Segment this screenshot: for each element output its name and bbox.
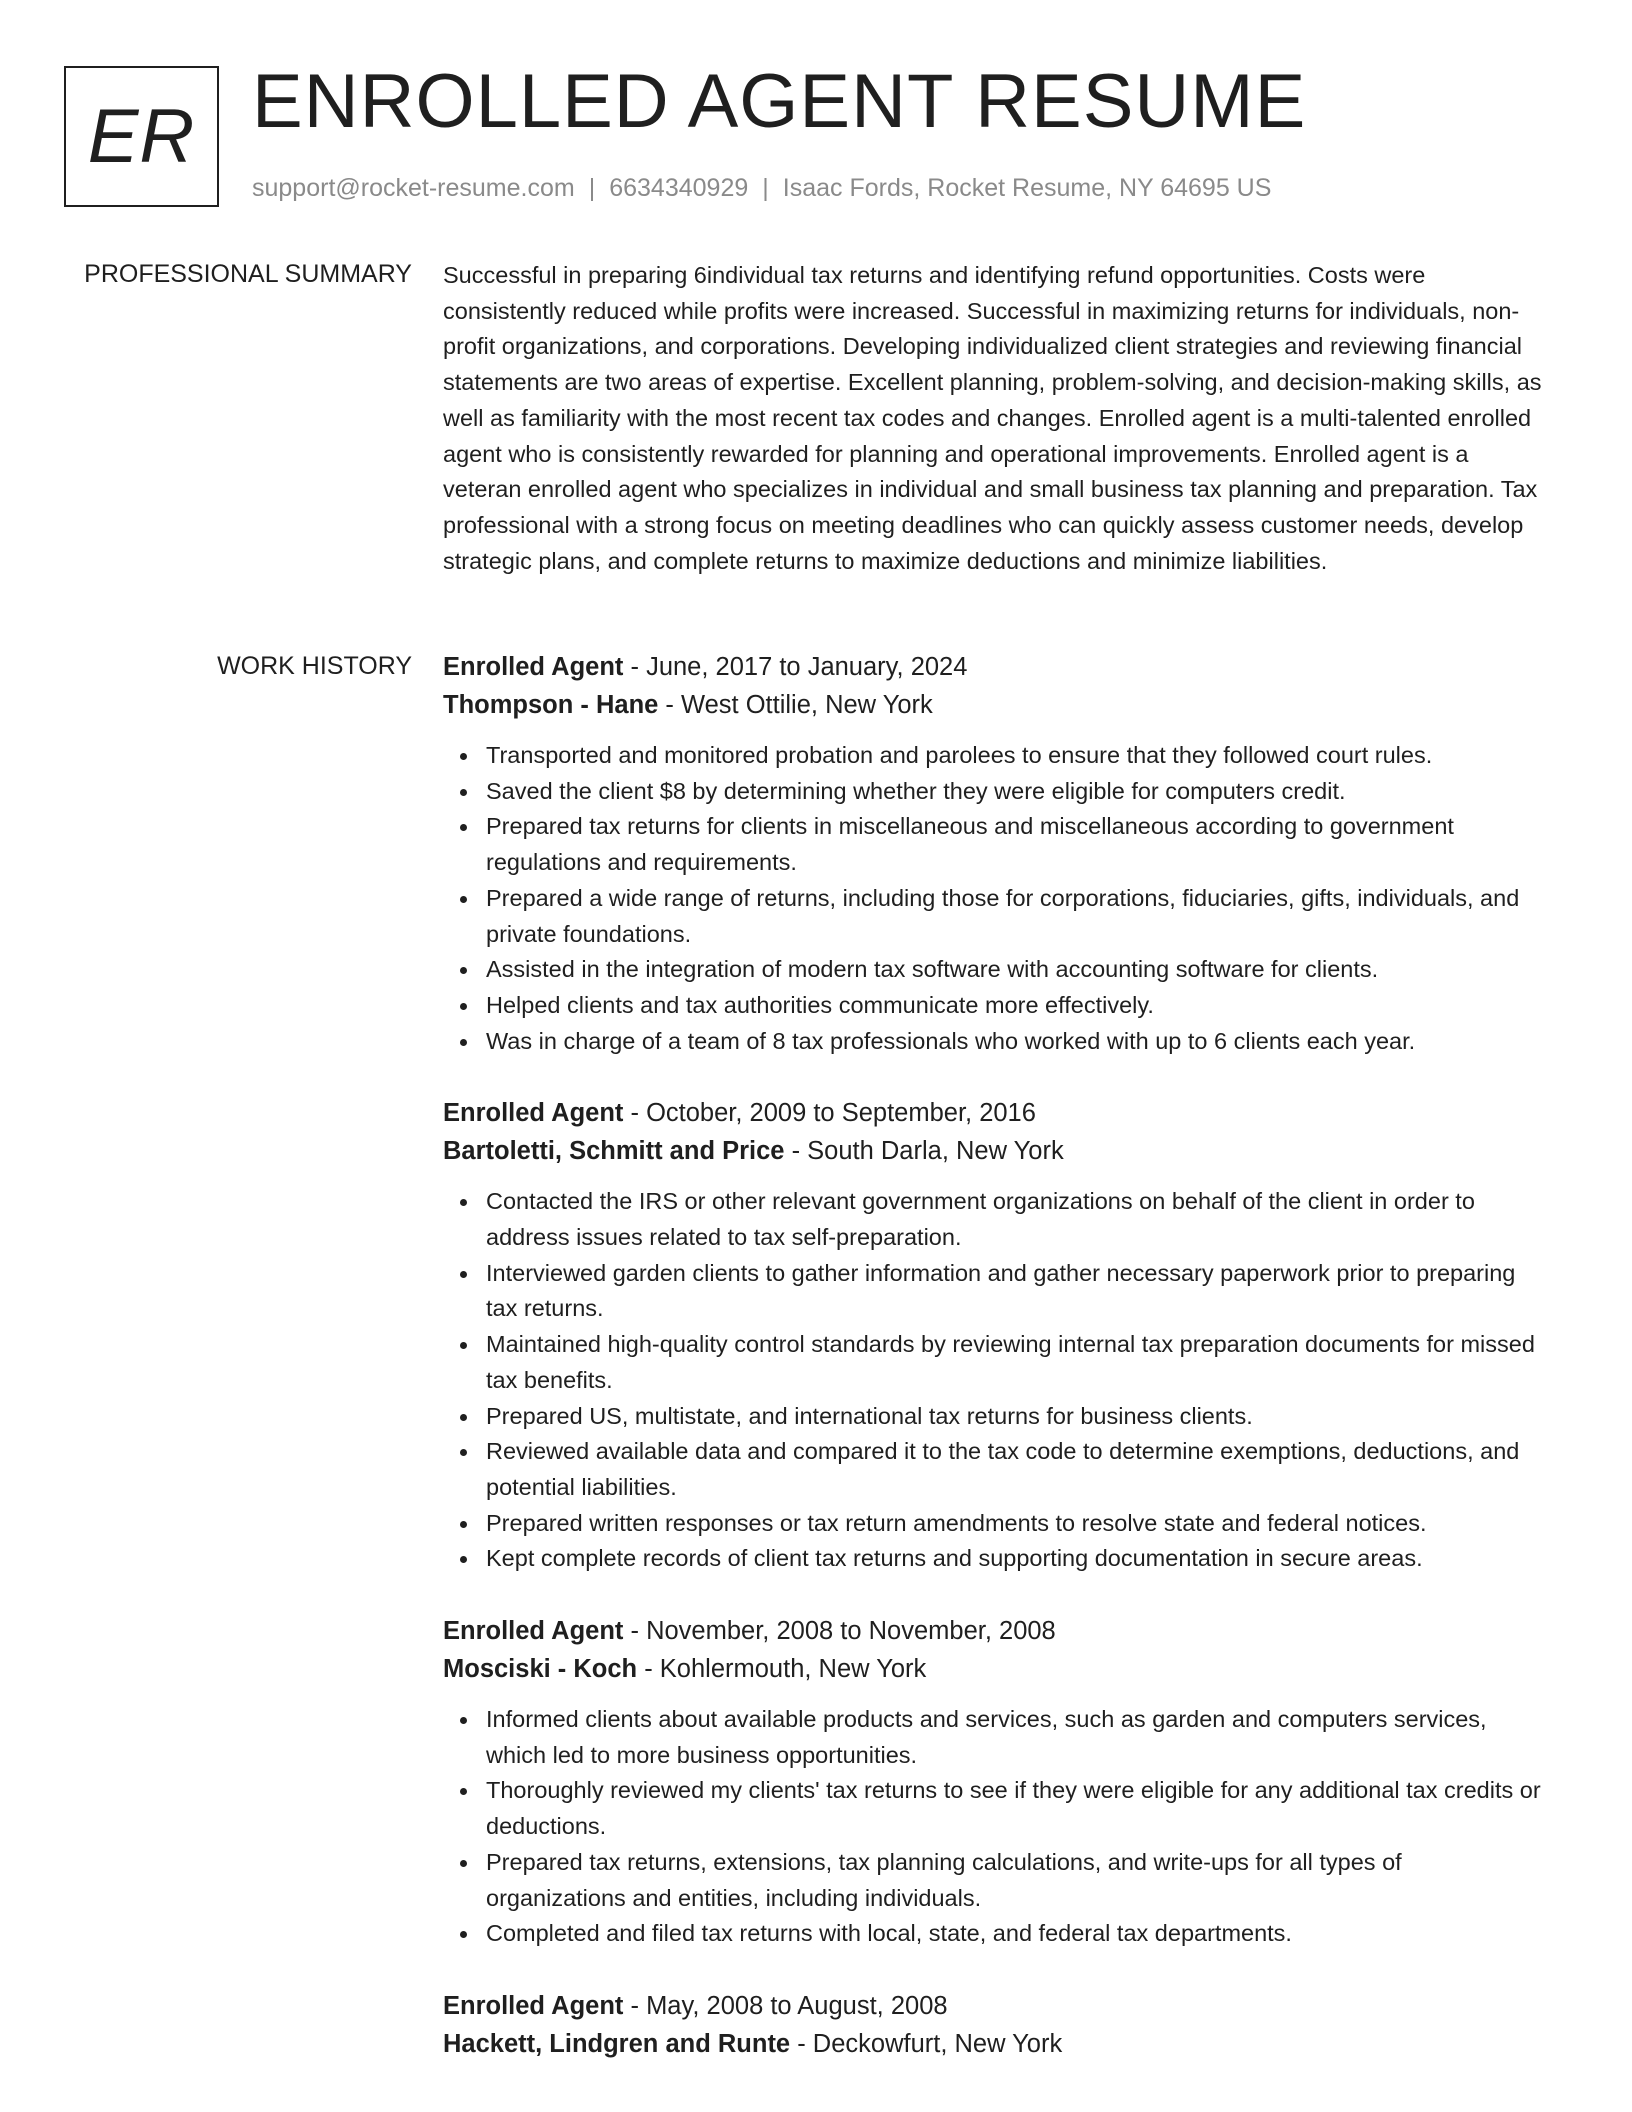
- job-title: Enrolled Agent: [443, 1991, 624, 2020]
- job-bullet: Kept complete records of client tax returns and supporting documentation in secure areas.: [443, 1541, 1543, 1577]
- job-entry: [443, 1094, 1543, 1577]
- job-company: Hackett, Lindgren and Runte: [443, 2029, 791, 2058]
- job-bullet-list: [443, 1184, 1543, 1577]
- job-company-line: [443, 2025, 1543, 2063]
- job-dates: - October, 2009 to September, 2016: [623, 1099, 1036, 1128]
- job-bullet: Contacted the IRS or other relevant government organizations on behalf of the client in order to address issues related to tax self-preparation.: [443, 1184, 1543, 1255]
- work-history-list: [443, 648, 1543, 2098]
- job-bullet-list: [443, 1702, 1543, 1952]
- job-bullet: Maintained high-quality control standards by reviewing internal tax preparation documents for missed tax benefits.: [443, 1327, 1543, 1398]
- job-bullet: Thoroughly reviewed my clients' tax returns to see if they were eligible for any additional tax credits or deductions.: [443, 1773, 1543, 1844]
- job-bullet: Prepared US, multistate, and international tax returns for business clients.: [443, 1399, 1543, 1435]
- job-location: - Deckowfurt, New York: [790, 2029, 1063, 2058]
- job-entry: [443, 1987, 1543, 2063]
- job-bullet: Reviewed available data and compared it to the tax code to determine exemptions, deductions, and potential liabilities.: [443, 1434, 1543, 1505]
- section-label-summary: PROFESSIONAL SUMMARY: [84, 260, 412, 288]
- monogram-logo: [64, 66, 219, 207]
- contact-separator: |: [588, 174, 596, 202]
- page-title: ENROLLED AGENT RESUME: [252, 59, 1307, 144]
- job-title: Enrolled Agent: [443, 1099, 624, 1128]
- job-company-line: [443, 1650, 1543, 1688]
- job-title: Enrolled Agent: [443, 653, 624, 681]
- job-bullet: Completed and filed tax returns with local, state, and federal tax departments.: [443, 1916, 1543, 1952]
- job-title-line: [443, 1987, 1543, 2025]
- job-bullet: Interviewed garden clients to gather information and gather necessary paperwork prior to preparing tax returns.: [443, 1256, 1543, 1327]
- job-bullet: Assisted in the integration of modern tax software with accounting software for clients.: [443, 952, 1543, 988]
- job-bullet: Prepared tax returns for clients in miscellaneous and miscellaneous according to government regulations and requirements.: [443, 809, 1543, 880]
- job-company: Thompson - Hane: [443, 691, 659, 719]
- job-company: Bartoletti, Schmitt and Price: [443, 1137, 785, 1166]
- job-location: - Kohlermouth, New York: [637, 1655, 927, 1684]
- job-title-line: [443, 648, 1543, 686]
- job-bullet: Prepared a wide range of returns, including those for corporations, fiduciaries, gifts, individuals, and private foundations.: [443, 881, 1543, 952]
- job-bullet: Prepared written responses or tax return amendments to resolve state and federal notices.: [443, 1506, 1543, 1542]
- job-company-line: [443, 686, 1543, 724]
- job-title: Enrolled Agent: [443, 1617, 624, 1646]
- contact-separator: |: [762, 174, 769, 202]
- job-title-line: [443, 1094, 1543, 1132]
- job-location: - South Darla, New York: [784, 1137, 1064, 1166]
- job-company-line: [443, 1132, 1543, 1170]
- job-bullet: Saved the client $8 by determining whether they were eligible for computers credit.: [443, 774, 1543, 810]
- job-entry: [443, 1612, 1543, 1952]
- monogram-initials: ER: [87, 93, 196, 179]
- job-entry: [443, 648, 1543, 1059]
- job-bullet: Prepared tax returns, extensions, tax planning calculations, and write-ups for all types of organizations and entities, including individuals.: [443, 1845, 1543, 1916]
- contact-address: Isaac Fords, Rocket Resume, NY 64695 US: [782, 174, 1272, 202]
- job-bullet: Transported and monitored probation and parolees to ensure that they followed court rules.: [443, 738, 1543, 774]
- job-dates: - May, 2008 to August, 2008: [623, 1991, 948, 2020]
- job-bullet-list: [443, 738, 1543, 1059]
- contact-phone: 6634340929: [609, 174, 749, 202]
- job-dates: - November, 2008 to November, 2008: [623, 1617, 1056, 1646]
- contact-email: support@rocket-resume.com: [252, 174, 575, 202]
- job-location: - West Ottilie, New York: [658, 691, 933, 719]
- job-bullet: Helped clients and tax authorities communicate more effectively.: [443, 988, 1543, 1024]
- job-dates: - June, 2017 to January, 2024: [623, 653, 968, 681]
- section-label-work-history: WORK HISTORY: [217, 652, 412, 680]
- job-title-line: [443, 1612, 1543, 1650]
- contact-line: [252, 174, 1271, 203]
- job-bullet: Informed clients about available products and services, such as garden and computers services, which led to more business opportunities.: [443, 1702, 1543, 1773]
- summary-text: Successful in preparing 6individual tax returns and identifying refund opportunities. Costs were consistently reduced while profits were increased. Successful in maximizing returns for individuals, non-profit organizations, and corporations. Developing individualized client strategies and reviewing financial statements are two areas of expertise. Excellent planning, problem-solving, and decision-making skills, as well as familiarity with the most recent tax codes and changes. Enrolled agent is a multi-talented enrolled agent who is consistently rewarded for planning and operational improvements. Enrolled agent is a veteran enrolled agent who specializes in individual and small business tax planning and preparation. Tax professional with a strong focus on meeting deadlines who can quickly assess customer needs, develop strategic plans, and complete returns to maximize deductions and minimize liabilities.: [443, 262, 1542, 574]
- job-bullet: Was in charge of a team of 8 tax professionals who worked with up to 6 clients each year.: [443, 1024, 1543, 1060]
- job-company: Mosciski - Koch: [443, 1655, 638, 1684]
